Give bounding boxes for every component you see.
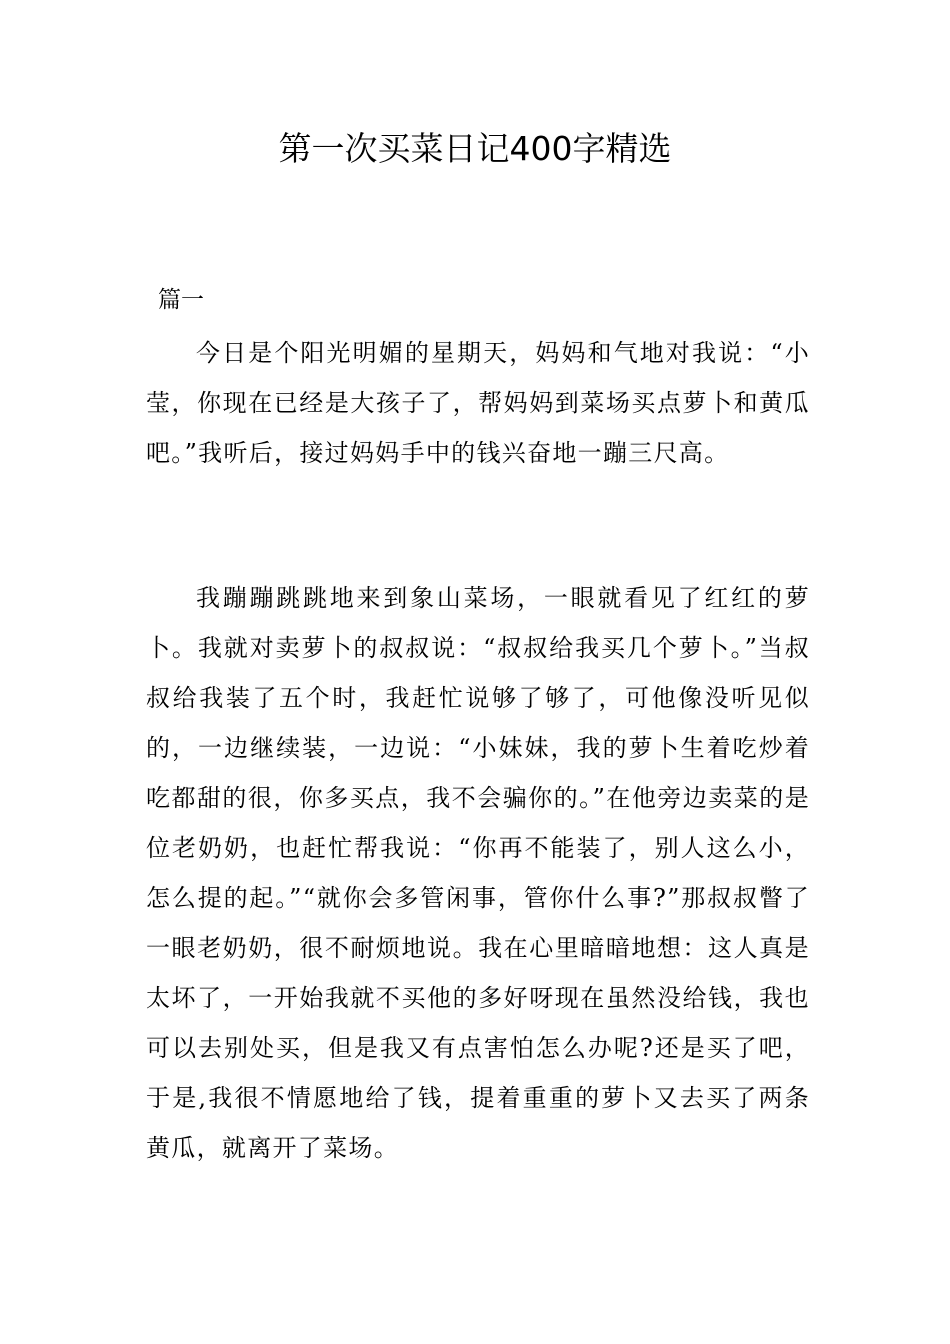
paragraph-2: 我蹦蹦跳跳地来到象山菜场，一眼就看见了红红的萝卜。我就对卖萝卜的叔叔说：“叔叔给我买几个萝卜。”当叔叔给我装了五个时，我赶忙说够了够了，可他像没听见似的，一边继续装，一边说：“小妹妹，我的萝卜生着吃炒着吃都甜的很，你多买点，我不会骗你的。”在他旁边卖菜的是位老奶奶，也赶忙帮我说：“你再不能装了，别人这么小，怎么提的起。”“就你会多管闲事，管你什么事?”那叔叔瞥了一眼老奶奶，很不耐烦地说。我在心里暗暗地想：这人真是太坏了，一开始我就不买他的多好呀现在虽然没给钱，我也可以去别处买，但是我又有点害怕怎么办呢?还是买了吧，于是,我很不情愿地给了钱，提着重重的萝卜又去买了两条黄瓜，就离开了菜场。: [146, 584, 810, 1162]
paragraph-1: 今日是个阳光明媚的星期天，妈妈和气地对我说：“小莹，你现在已经是大孩子了，帮妈妈到菜场买点萝卜和黄瓜吧。”我听后，接过妈妈手中的钱兴奋地一蹦三尺高。: [146, 339, 810, 467]
section-label: 篇一: [158, 287, 204, 313]
document-title: 第一次买菜日记400字精选: [278, 129, 672, 168]
